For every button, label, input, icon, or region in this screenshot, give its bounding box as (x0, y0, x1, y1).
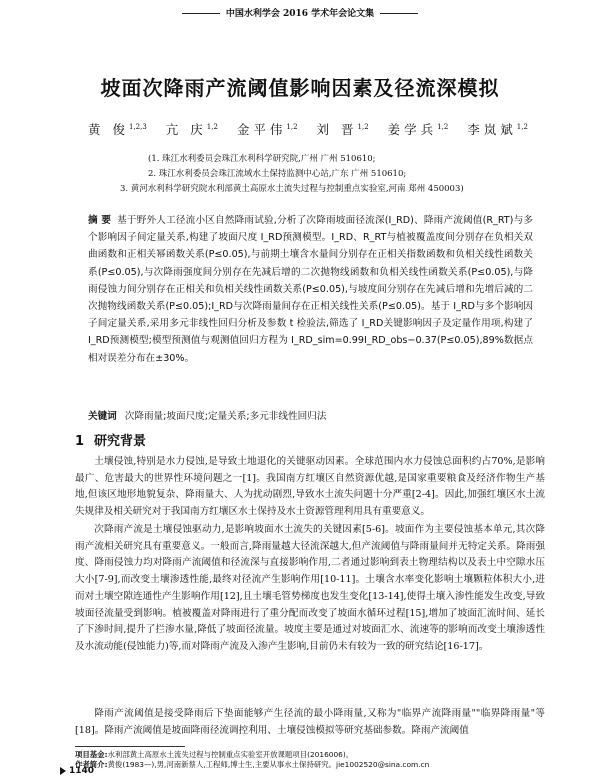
author: 李岚斌$^{1,2}$ (467, 122, 528, 137)
body-paragraph-1: 土壤侵蚀,特别是水力侵蚀,是导致土地退化的关键驱动因素。全球范围内水力侵蚀总面积约占70%,是影响最广、危害最大的世界性环境问题之一[1]。我国南方红壤区自然资源优越,是国家重要粮食及经济作物生产基地,但该区地形地貌复杂、降雨量大、人为扰动剧烈,导致水土流失问题十分严重[2-4]。因此,加强红壤区水土流失规律及相关研究对于我国南方红壤区水土保持及水土资源管理利用具有重要意义。 (75, 456, 545, 518)
author: 黄 俊$^{1,2,3}$ (88, 122, 147, 137)
keywords-text: 次降雨量;坡面尺度;定量关系;多元非线性回归法 (124, 411, 327, 422)
footnote-rule (75, 746, 185, 747)
abstract-label: 摘 要 (88, 215, 112, 226)
page-marker-icon (60, 767, 66, 775)
header-rule-left (182, 13, 220, 14)
affiliation-3: 3. 黄河水利科学研究院水利部黄土高原水土流失过程与控制重点实验室,河南 郑州 450003) (120, 184, 464, 194)
author: 刘 晋$^{1,2}$ (316, 122, 369, 137)
running-header (0, 6, 600, 19)
keywords (88, 408, 533, 422)
paper-title: 坡面次降雨产流阈值影响因素及径流深模拟 (100, 76, 500, 100)
header-text: 中国水利学会 2016 学术年会论文集 (225, 9, 375, 19)
author: 亢 庆$^{1,2}$ (165, 122, 218, 137)
page-number: 1140 (60, 766, 94, 776)
footnote-author-bio: 作者简介:黄俊(1983—),男,河南新蔡人,工程师,博士生,主要从事水土保持研究。jie1002520@sina.com.cn (75, 760, 430, 769)
body-paragraph-2: 次降雨产流是土壤侵蚀驱动力,是影响坡面水土流失的关键因素[5-6]。坡面作为主要侵蚀基本单元,其次降雨产流相关研究具有重要意义。一般而言,降雨量越大径流深越大,但产流阈值与降雨量间并无特定关系。降雨强度、降雨侵蚀力均对降雨产流阈值和径流深与直接影响作用,二者通过影响到表土物理结构以及表土中空隙水压大小[7-9],而改变土壤渗透性能,最终对径流产生影响作用[10-11]。土壤含水率变化影响土壤颗粒体积大小,进而对土壤空隙连通性产生影响作用[12],且土壤毛管势梯度也发生变化[13-14],使得土壤入渗性能发生改变,导致坡面径流量受到影响。植被覆盖对降雨进行了重分配而改变了坡面水循环过程[15],增加了坡面汇流时间、延长了下渗时间,提升了拦渗水量,降低了坡面径流量。坡度主要是通过对坡面汇水、流速等的影响而改变土壤渗透性及水流动能(侵蚀能力)等,而对降雨产流及入渗产生影响,目前仍未有较为一致的研究结论[16-17]。 (75, 524, 545, 652)
footnote-funding: 项目基金:水利部黄土高原水土流失过程与控制重点实验室开放课题项目(2016006)。 (75, 750, 354, 759)
keywords-label: 关键词 (88, 411, 117, 422)
affiliation-1: (1. 珠江水利委员会珠江水利科学研究院,广州 广州 510610; (148, 154, 376, 164)
author-list (88, 120, 528, 138)
section-heading (75, 430, 146, 449)
section-title: 研究背景 (94, 434, 147, 449)
author: 金平伟$^{1,2}$ (236, 122, 298, 137)
abstract (88, 212, 533, 367)
body-paragraph-3: 降雨产流阈值是接受降雨后下垫面能够产生径流的最小降雨量,又称为"临界产流降雨量""临界降雨量"等[18]。降雨产流阈值是坡面降雨径流调控利用、土壤侵蚀模拟等研究基础参数。降雨产流阈值 (75, 708, 545, 736)
header-rule-right (380, 13, 418, 14)
abstract-text: 基于野外人工径流小区自然降雨试验,分析了次降雨坡面径流深(I_RD)、降雨产流阈值(R_RT)与多个影响因子间定量关系,构建了坡面尺度 I_RD预测模型。I_RD、R_RT与植被覆盖度间分别存在负相关双曲函数和正相关幂函数关系(P≤0.05),与前期土壤含水量间分别存在正相关指数函数和负相关线性函数关系(P≤0.05),与次降雨强度间分别存在先减后增的二次抛物线函数和负相关线性函数关系(P≤0.05),与降雨侵蚀力间分别存在正相关和负相关线性函数关系(P≤0.05),与坡度间分别存在先减后增和先增后减的二次抛物线函数关系(P≤0.05);I_RD与次降雨量间存在正相关线性关系(P≤0.05)。基于 I_RD与多个影响因子间定量关系,采用多元非线性回归分析及参数 t 检验法,筛选了 I_RD关键影响因子及定量作用项,构建了 I_RD预测模型;模型预测值与观测值回归方程为 I_RD_sim=0.99I_RD_obs−0.37(P≤0.05),89%数据点相对误差分布在±30%。 (88, 215, 533, 364)
author: 姜学兵$^{1,2}$ (387, 122, 449, 137)
affiliation-2: 2. 珠江水利委员会珠江流域水土保持监测中心站,广东 广州 510610; (148, 169, 407, 179)
section-number: 1 (75, 434, 85, 449)
